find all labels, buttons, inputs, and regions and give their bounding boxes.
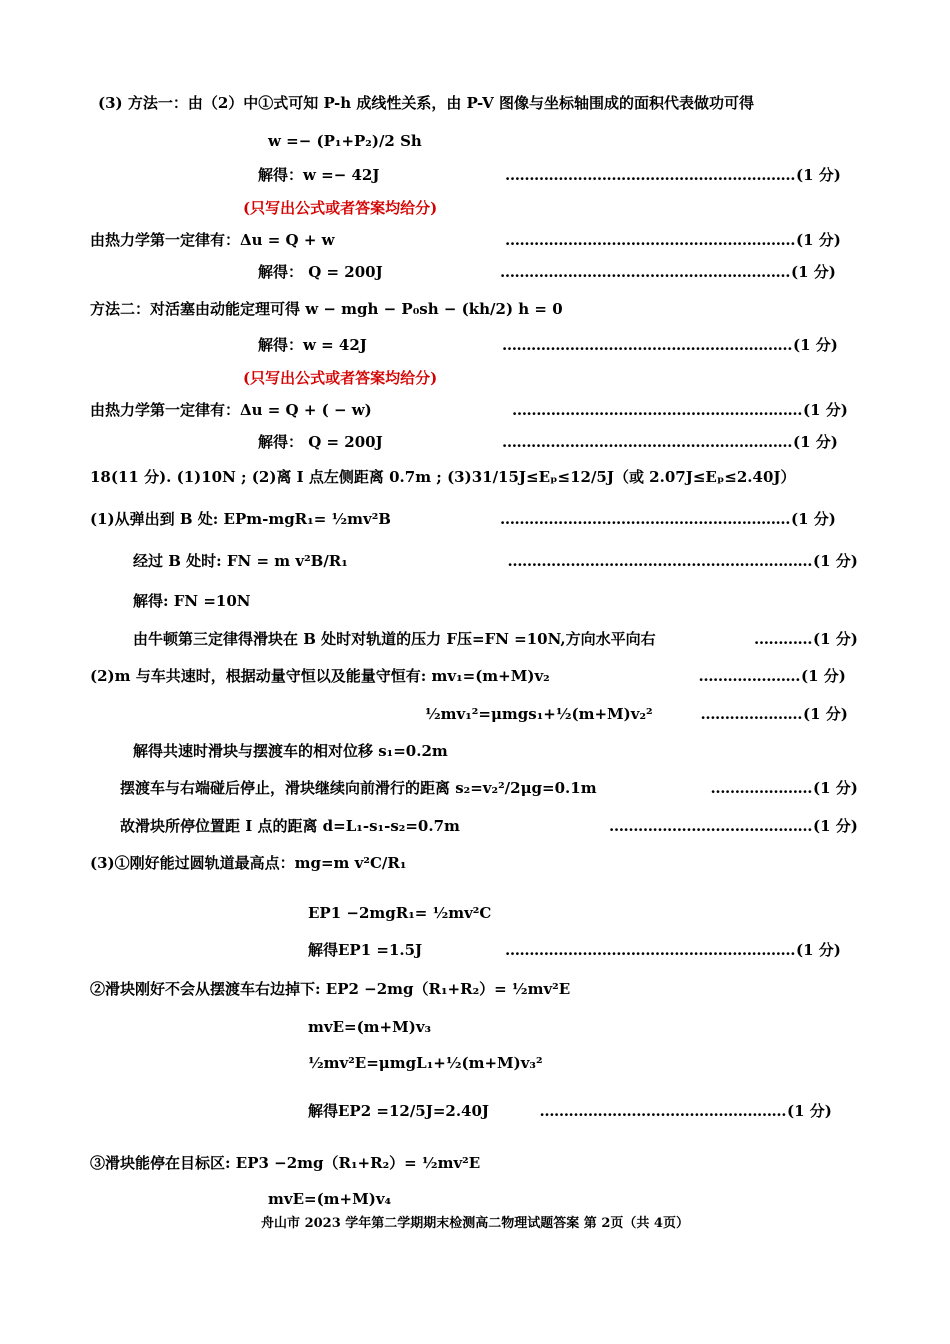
formula-line: ½mv²E=μmgL₁+½(m+M)v₃² — [308, 1054, 543, 1072]
dot-leader: …………………………………… — [609, 817, 812, 835]
text-line: (1)从弹出到 B 处: EPm-mgR₁= ½mv²B — [90, 510, 391, 528]
text-line: 经过 B 处时: FN = m v²B/R₁ — [133, 552, 348, 570]
text-line: (3) 方法一：由（2）中①式可知 P-h 成线性关系，由 P-V 图像与坐标轴围成的面积代表做功可得 — [98, 94, 755, 112]
text-line: 解得EP1 =1.5J — [308, 941, 423, 959]
score-label: (1 分) — [813, 630, 858, 648]
score-label: (1 分) — [813, 817, 858, 835]
score-label: (1 分) — [793, 336, 838, 354]
score-label: (1 分) — [791, 510, 836, 528]
dot-leader: ………… — [754, 630, 812, 648]
dot-leader: ………………… — [710, 779, 812, 797]
score-label: (1 分) — [801, 667, 846, 685]
score-label: (1 分) — [813, 779, 858, 797]
text-line: 由牛顿第三定律得滑块在 B 处时对轨道的压力 F压=FN =10N,方向水平向右 — [133, 630, 656, 648]
text-line: 解得： Q = 200J — [258, 263, 383, 281]
score-label: (1 分) — [791, 263, 836, 281]
formula-line: w =− (P₁+P₂)/2 Sh — [268, 132, 422, 150]
note-line: (只写出公式或者答案均给分) — [243, 369, 438, 387]
text-line: 摆渡车与右端碰后停止，滑块继续向前滑行的距离 s₂=v₂²/2μg=0.1m — [120, 779, 597, 797]
score-label: (1 分) — [803, 705, 848, 723]
score-label: (1 分) — [796, 231, 841, 249]
text-line: 解得EP2 =12/5J=2.40J — [308, 1102, 490, 1120]
text-line: ②滑块刚好不会从摆渡车右边掉下: EP2 −2mg（R₁+R₂）= ½mv²E — [90, 980, 571, 998]
dot-leader: …………………………………………………… — [502, 336, 792, 354]
dot-leader: ……………………………………………………… — [507, 552, 812, 570]
dot-leader: …………………………………………………… — [505, 231, 795, 249]
dot-leader: …………………………………………………… — [512, 401, 802, 419]
formula-line: ½mv₁²=μmgs₁+½(m+M)v₂² — [425, 705, 653, 723]
dot-leader: …………………………………………………… — [502, 433, 792, 451]
text-line: 故滑块所停位置距 I 点的距离 d=L₁-s₁-s₂=0.7m — [120, 817, 460, 835]
text-line: (2)m 与车共速时，根据动量守恒以及能量守恒有: mv₁=(m+M)v₂ — [90, 667, 550, 685]
text-line: 解得：w =− 42J — [258, 166, 380, 184]
formula-line: mvE=(m+M)v₄ — [268, 1190, 392, 1208]
text-line: 解得： Q = 200J — [258, 433, 383, 451]
dot-leader: ………………… — [700, 705, 802, 723]
text-line: 由热力学第一定律有：Δu = Q + w — [90, 231, 335, 249]
note-line: (只写出公式或者答案均给分) — [243, 199, 438, 217]
dot-leader: …………………………………………………… — [500, 263, 790, 281]
text-line: (3)①刚好能过圆轨道最高点：mg=m v²C/R₁ — [90, 854, 407, 872]
dot-leader: …………………………………………………… — [505, 941, 795, 959]
score-label: (1 分) — [796, 941, 841, 959]
formula-line: EP1 −2mgR₁= ½mv²C — [308, 904, 492, 922]
dot-leader: …………………………………………………… — [505, 166, 795, 184]
text-line: ③滑块能停在目标区: EP3 −2mg（R₁+R₂）= ½mv²E — [90, 1154, 481, 1172]
score-label: (1 分) — [793, 433, 838, 451]
text-line: 解得：w = 42J — [258, 336, 367, 354]
score-label: (1 分) — [813, 552, 858, 570]
score-label: (1 分) — [796, 166, 841, 184]
text-line: 解得共速时滑块与摆渡车的相对位移 s₁=0.2m — [133, 742, 448, 760]
score-label: (1 分) — [803, 401, 848, 419]
text-line: 解得: FN =10N — [133, 592, 251, 610]
dot-leader: ………………… — [698, 667, 800, 685]
question-summary: 18(11 分). (1)10N ; (2)离 I 点左侧距离 0.7m ; (3)31/15J≤Eₚ≤12/5J（或 2.07J≤Eₚ≤2.40J） — [90, 468, 796, 486]
dot-leader: …………………………………………… — [539, 1102, 786, 1120]
dot-leader: …………………………………………………… — [500, 510, 790, 528]
formula-line: mvE=(m+M)v₃ — [308, 1018, 432, 1036]
text-line: 方法二：对活塞由动能定理可得 w − mgh − P₀sh − (kh/2) h = 0 — [90, 300, 563, 318]
text-line: 由热力学第一定律有：Δu = Q + ( − w) — [90, 401, 372, 419]
page-footer: 舟山市 2023 学年第二学期期末检测高二物理试题答案 第 2页（共 4页） — [261, 1216, 689, 1231]
score-label: (1 分) — [787, 1102, 832, 1120]
